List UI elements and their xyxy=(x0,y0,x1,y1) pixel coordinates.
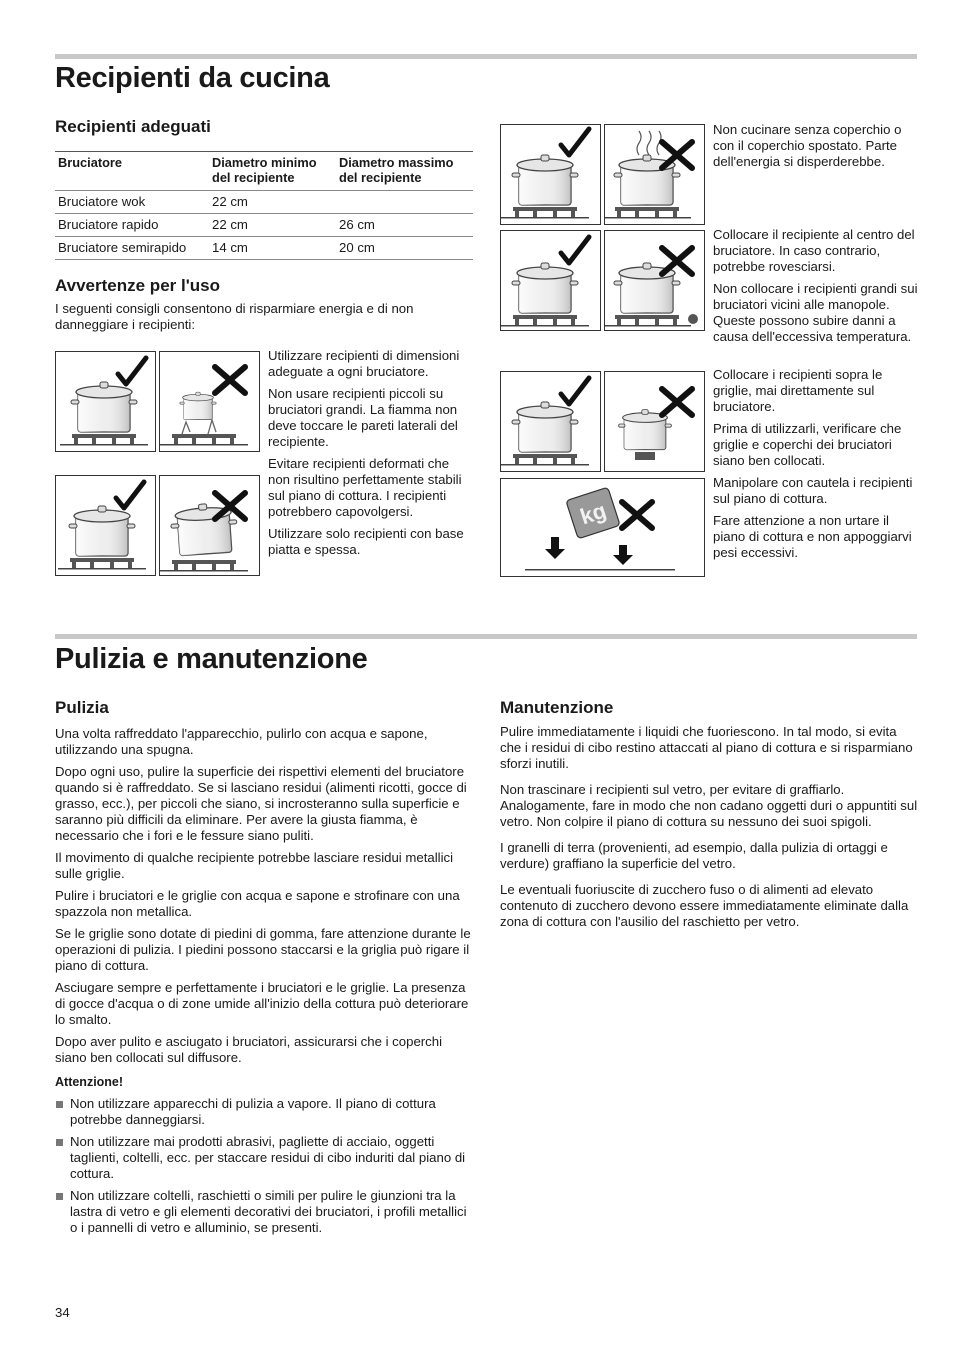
warning-list xyxy=(55,1096,473,1236)
pot-on-burner-icon xyxy=(56,352,155,451)
deformed-pot-icon xyxy=(160,476,259,575)
section-divider xyxy=(55,634,917,639)
usage-notes-left xyxy=(268,348,474,564)
table-cell: 22 cm xyxy=(209,191,336,214)
small-pot-icon xyxy=(160,352,259,451)
list-item xyxy=(55,1188,473,1236)
paragraph: Se le griglie sono dotate di piedini di gomma, fare attenzione durante le operazioni di pulizia. I piedini possono staccarsi e la griglia può rigare il piano di cottura. xyxy=(55,926,471,973)
note-text: Collocare i recipienti sopra le griglie, mai direttamente sul bruciatore. xyxy=(713,367,883,414)
note-text: Utilizzare recipienti di dimensioni adeguate a ogni bruciatore. xyxy=(268,348,460,379)
list-item-text: Non utilizzare mai prodotti abrasivi, pagliette di acciaio, oggetti taglienti, coltelli, ecc. per staccare residui di cibo induriti dal piano di cottura. xyxy=(70,1134,466,1181)
centered-pot-icon xyxy=(501,231,600,330)
table-cell: Bruciatore wok xyxy=(55,191,209,214)
illustration-no-lid xyxy=(604,124,705,225)
note-text: Evitare recipienti deformati che non risultino perfettamente stabili sul piano di cottura. I recipienti potrebbero capovolgersi. xyxy=(268,456,462,519)
paragraph: Pulire immediatamente i liquidi che fuoriescono. In tal modo, si evita che i residui di cibo restino attaccati al piano di cottura e si risparmiano sforzi inutili. xyxy=(500,724,913,771)
paragraph: Dopo ogni uso, pulire la superficie dei rispettivi elementi del bruciatore quando si è raffreddato. Se si lasciano residui (alimenti ricotti, gocce di grasso, ecc.), per piccoli che siano, si incrosteranno sulla superficie e saranno più difficili da eliminare. Per avere la giusta fiamma, è necessario che i fori e le fessure siano puliti. xyxy=(55,764,467,843)
list-item-text: Non utilizzare apparecchi di pulizia a vapore. Il piano di cottura potrebbe danneggiarsi. xyxy=(70,1096,436,1127)
paragraph: I granelli di terra (provenienti, ad esempio, dalla pulizia di ortaggi e verdure) graffiano la superficie del vetro. xyxy=(500,840,888,871)
cleaning-text xyxy=(55,726,473,1242)
note-text: Prima di utilizzarli, verificare che griglie e coperchi dei bruciatori siano ben collocati. xyxy=(713,421,902,468)
flat-pot-icon xyxy=(56,476,155,575)
list-item xyxy=(55,1134,473,1182)
pot-near-knobs-icon xyxy=(605,231,704,330)
subsection-title: Avvertenze per l'uso xyxy=(55,276,220,295)
page-number: 34 xyxy=(55,1305,70,1320)
subsection-title: Manutenzione xyxy=(500,698,614,717)
illustration-lid-on xyxy=(500,124,601,225)
illustration-deformed-pot xyxy=(159,475,260,576)
table-cell: 20 cm xyxy=(336,237,473,260)
illustration-on-grate xyxy=(500,371,601,472)
weight-icon xyxy=(501,479,704,576)
bullet-icon xyxy=(56,1101,63,1108)
note-text: Non usare recipienti piccoli su bruciatori grandi. La fiamma non deve toccare le pareti laterali del recipiente. xyxy=(268,386,458,449)
table-header: Diametro massimo del recipiente xyxy=(339,155,454,185)
paragraph: Il movimento di qualche recipiente potrebbe lasciare residui metallici sulle griglie. xyxy=(55,850,454,881)
section-title: Recipienti da cucina xyxy=(55,62,330,94)
list-item-text: Non utilizzare coltelli, raschietti o simili per pulire le giunzioni tra la lastra di vetro e gli elementi decorativi dei bruciatori, i profili metallici o i pannelli di vetro e alluminio, se presenti. xyxy=(70,1188,467,1235)
illustration-near-knobs xyxy=(604,230,705,331)
illustration-weight xyxy=(500,478,705,577)
subsection-title: Pulizia xyxy=(55,698,109,717)
maintenance-text xyxy=(500,724,918,936)
note-text: Non collocare i recipienti grandi sui bruciatori vicini alle manopole. Queste possono subire danni a causa dell'eccessiva temperatura. xyxy=(713,281,918,344)
table-row xyxy=(55,214,473,237)
section-title: Pulizia e manutenzione xyxy=(55,643,368,675)
pot-on-burner-direct-icon xyxy=(605,372,704,471)
usage-notes-right-1 xyxy=(713,122,919,176)
note-text: Fare attenzione a non urtare il piano di cottura e non appoggiarvi pesi eccessivi. xyxy=(713,513,912,560)
table-row xyxy=(55,191,473,214)
pot-on-grate-icon xyxy=(501,372,600,471)
svg-text:kg: kg xyxy=(577,497,610,530)
table-cell: Bruciatore semirapido xyxy=(55,237,209,260)
table-cell: 26 cm xyxy=(336,214,473,237)
subsection-title: Recipienti adeguati xyxy=(55,117,211,136)
note-text: Non cucinare senza coperchio o con il coperchio spostato. Parte dell'energia si disperderebbe. xyxy=(713,122,902,169)
intro-text: I seguenti consigli consentono di risparmiare energia e di non danneggiare i recipienti: xyxy=(55,301,414,332)
usage-notes-right-3 xyxy=(713,367,919,567)
illustration-flat-pot xyxy=(55,475,156,576)
table-cell: 14 cm xyxy=(209,237,336,260)
section-divider xyxy=(55,54,917,59)
paragraph: Dopo aver pulito e asciugato i bruciatori, assicurarsi che i coperchi siano ben collocati sul diffusore. xyxy=(55,1034,443,1065)
note-text: Collocare il recipiente al centro del bruciatore. In caso contrario, potrebbe rovesciarsi. xyxy=(713,227,915,274)
warning-label: Attenzione! xyxy=(55,1075,124,1089)
table-row xyxy=(55,237,473,260)
paragraph: Asciugare sempre e perfettamente i bruciatori e le griglie. La presenza di gocce d'acqua o di zone umide all'inizio della cottura può deteriorare lo smalto. xyxy=(55,980,469,1027)
table-header: Bruciatore xyxy=(58,155,123,170)
pot-without-lid-icon xyxy=(605,125,704,224)
paragraph: Una volta raffreddato l'apparecchio, pulirlo con acqua e sapone, utilizzando una spugna. xyxy=(55,726,428,757)
paragraph: Non trascinare i recipienti sul vetro, per evitare di graffiarlo. Analogamente, fare in modo che non cadano oggetti duri o appuntiti sul vetro. Non colpire il piano di cottura su nessuno dei suoi spigoli. xyxy=(500,782,918,829)
burner-table xyxy=(55,151,473,260)
paragraph: Pulire i bruciatori e le griglie con acqua e sapone e strofinare con una spazzola non metallica. xyxy=(55,888,460,919)
table-header: Diametro minimo del recipiente xyxy=(212,155,317,185)
table-cell xyxy=(336,191,473,214)
paragraph: Le eventuali fuoriuscite di zucchero fuso o di alimenti ad elevato contenuto di zucchero devono essere immediatamente eliminate dalla zona di cottura con l'ausilio del raschietto per vetro. xyxy=(500,882,909,929)
table-cell: Bruciatore rapido xyxy=(55,214,209,237)
table-header-row xyxy=(55,152,473,191)
bullet-icon xyxy=(56,1193,63,1200)
table-cell: 22 cm xyxy=(209,214,336,237)
note-text: Utilizzare solo recipienti con base piatta e spessa. xyxy=(268,526,464,557)
usage-notes-right-2 xyxy=(713,227,919,351)
illustration-direct-burner xyxy=(604,371,705,472)
pot-with-lid-icon xyxy=(501,125,600,224)
list-item xyxy=(55,1096,473,1128)
illustration-correct-pot-size xyxy=(55,351,156,452)
illustration-centered xyxy=(500,230,601,331)
note-text: Manipolare con cautela i recipienti sul piano di cottura. xyxy=(713,475,913,506)
illustration-small-pot xyxy=(159,351,260,452)
bullet-icon xyxy=(56,1139,63,1146)
